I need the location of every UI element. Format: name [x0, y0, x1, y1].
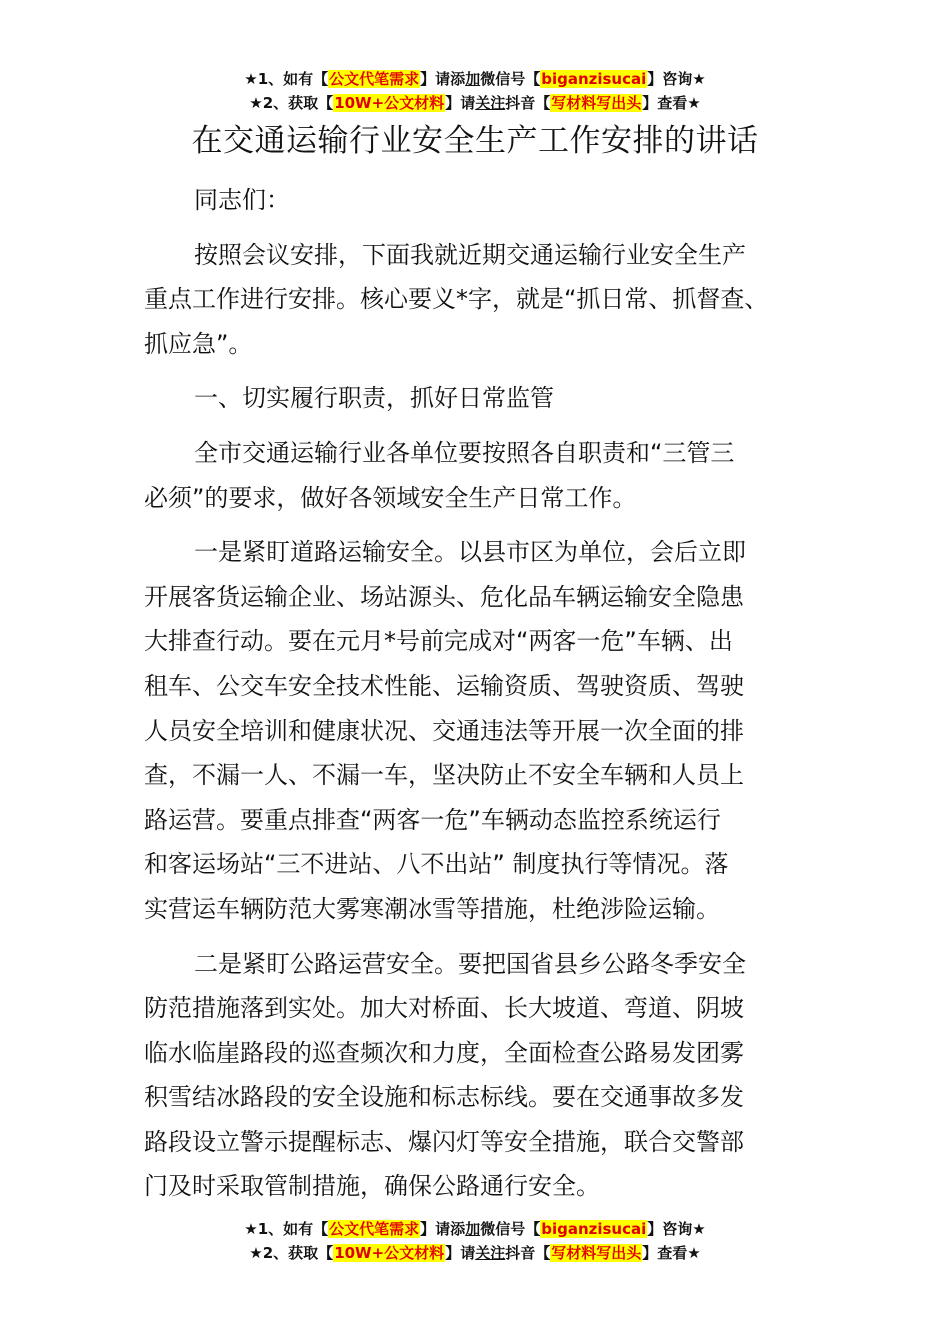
paragraph — [144, 431, 814, 520]
banner-line-1 — [0, 1217, 950, 1241]
paragraph — [144, 530, 814, 931]
section-heading — [144, 376, 814, 421]
highlight-text: 公文代笔需求 — [329, 1220, 420, 1238]
top-banner — [0, 67, 950, 115]
banner-line-2 — [0, 1241, 950, 1265]
text-line: 二是紧盯公路运营安全。要把国省县乡公路冬季安全 — [194, 949, 746, 978]
text-line: 门及时采取管制措施，确保公路通行安全。 — [144, 1172, 600, 1201]
banner-text: ★1、如有【 — [244, 1220, 329, 1238]
banner-line-1 — [0, 67, 950, 91]
text-line: 临水临崖路段的巡查频次和力度，全面检查公路易发团雾 — [144, 1038, 744, 1067]
banner-text: ★2、获取【 — [249, 1244, 334, 1262]
text-line: 人员安全培训和健康状况、交通违法等开展一次全面的排 — [144, 716, 744, 745]
banner-text: 微信号【 — [480, 1220, 541, 1238]
text-line: 大排查行动。要在元月*号前完成对“两客一危”车辆、出 — [144, 627, 733, 656]
text-line: 积雪结冰路段的安全设施和标志标线。要在交通事故多发 — [144, 1083, 744, 1112]
banner-text: ★1、如有【 — [244, 70, 329, 88]
document-body — [144, 178, 814, 1219]
banner-text: 】咨询★ — [647, 1220, 706, 1238]
text-line: 路段设立警示提醒标志、爆闪灯等安全措施，联合交警部 — [144, 1127, 744, 1156]
douyin-account: 写材料写出头 — [551, 1244, 642, 1262]
text-line: 一是紧盯道路运输安全。以县市区为单位，会后立即 — [194, 538, 746, 567]
banner-text: 抖音【 — [505, 1244, 551, 1262]
text-line: 抓应急”。 — [144, 329, 253, 358]
banner-text: 】请添 — [420, 70, 466, 88]
text-line: 同志们： — [194, 186, 290, 214]
banner-text: 】咨询★ — [647, 70, 706, 88]
wechat-id: biganzisucai — [541, 1220, 647, 1238]
banner-text: 】请 — [445, 94, 476, 112]
text-line: 按照会议安排，下面我就近期交通运输行业安全生产 — [194, 240, 746, 269]
banner-text: 】查看★ — [642, 94, 701, 112]
paragraph — [144, 942, 814, 1210]
text-line: 和客运场站“三不进站、八不出站” 制度执行等情况。落 — [144, 850, 729, 879]
text-line: 防范措施落到实处。加大对桥面、长大坡道、弯道、阴坡 — [144, 994, 744, 1023]
banner-text: 】查看★ — [642, 1244, 701, 1262]
underlined-text: 关注 — [475, 94, 506, 112]
text-line: 重点工作进行安排。核心要义*字，就是“抓日常、抓督查、 — [144, 285, 769, 314]
salutation — [144, 178, 814, 223]
banner-text: 】请添 — [420, 1220, 466, 1238]
underlined-text: 加 — [465, 70, 481, 88]
douyin-account: 写材料写出头 — [551, 94, 642, 112]
banner-text: ★2、获取【 — [249, 94, 334, 112]
underlined-text: 加 — [465, 1220, 481, 1238]
bottom-banner — [0, 1217, 950, 1265]
text-line: 必须”的要求，做好各领域安全生产日常工作。 — [144, 483, 637, 512]
wechat-id: biganzisucai — [541, 70, 647, 88]
banner-text: 】请 — [445, 1244, 476, 1262]
paragraph — [144, 233, 814, 367]
text-line: 开展客货运输企业、场站源头、危化品车辆运输安全隐患 — [144, 582, 744, 611]
highlight-text: 10W+公文材料 — [334, 94, 445, 112]
text-line: 查，不漏一人、不漏一车，坚决防止不安全车辆和人员上 — [144, 761, 744, 790]
document-title: 在交通运输行业安全生产工作安排的讲话 — [191, 123, 759, 159]
underlined-text: 关注 — [475, 1244, 506, 1262]
text-line: 实营运车辆防范大雾寒潮冰雪等措施，杜绝涉险运输。 — [144, 894, 720, 923]
banner-text: 微信号【 — [480, 70, 541, 88]
text-line: 一、切实履行职责，抓好日常监管 — [194, 384, 554, 413]
text-line: 路运营。要重点排查“两客一危”车辆动态监控系统运行 — [144, 805, 721, 834]
text-line: 全市交通运输行业各单位要按照各自职责和“三管三 — [194, 438, 735, 467]
banner-line-2 — [0, 91, 950, 115]
banner-text: 抖音【 — [505, 94, 551, 112]
text-line: 租车、公交车安全技术性能、运输资质、驾驶资质、驾驶 — [144, 671, 744, 700]
highlight-text: 10W+公文材料 — [334, 1244, 445, 1262]
highlight-text: 公文代笔需求 — [329, 70, 420, 88]
